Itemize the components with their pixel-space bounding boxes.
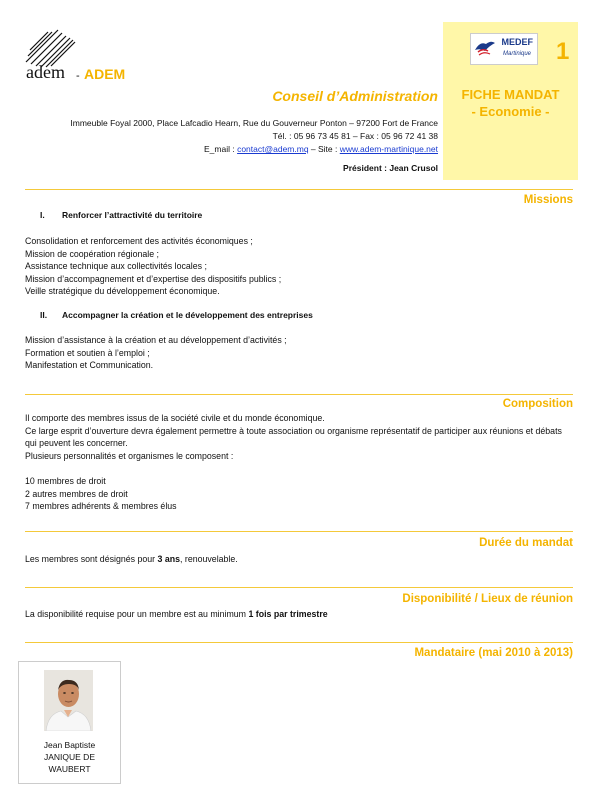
mandataire-name-line: WAUBERT <box>48 764 91 774</box>
person-portrait-icon <box>44 670 93 731</box>
missions-part1-title <box>40 210 202 220</box>
website-link[interactable]: www.adem-martinique.net <box>339 144 438 154</box>
disponibilite-heading: Disponibilité / Lieux de réunion <box>402 593 573 605</box>
duree-heading: Durée du mandat <box>479 537 573 549</box>
mandataire-card <box>18 661 121 784</box>
section-divider <box>25 642 573 643</box>
list-item: Mission de coopération régionale ; <box>25 248 159 259</box>
mandataire-name-line: Jean Baptiste <box>43 740 96 750</box>
paragraph: Ce large esprit d’ouverture devra également permettre à toute association ou organisme représentatif de participer aux réunions et débats qui peuvent les concerner. <box>25 425 562 448</box>
logo-text: adem <box>26 62 65 82</box>
composition-text <box>25 412 575 462</box>
duree-value: 3 ans <box>157 554 181 564</box>
medef-bird-icon <box>474 38 496 58</box>
composition-members <box>25 475 177 513</box>
council-title: Conseil d’Administration <box>272 88 438 104</box>
phone-fax: Tél. : 05 96 73 45 81 – Fax : 05 96 72 41 38 <box>272 131 438 141</box>
section-divider <box>25 394 573 395</box>
contact-line <box>204 144 438 154</box>
mandataire-heading: Mandataire (mai 2010 à 2013) <box>414 647 573 659</box>
missions-part2-list <box>25 334 287 372</box>
org-name: ADEM <box>84 66 126 82</box>
fiche-title: FICHE MANDAT <box>461 87 560 102</box>
composition-heading: Composition <box>502 398 573 410</box>
list-item: Manifestation et Communication. <box>25 360 154 370</box>
paragraph: Plusieurs personnalités et organismes le composent : <box>25 450 234 461</box>
disponibilite-value: 1 fois par trimestre <box>248 609 328 619</box>
section-divider <box>25 587 573 588</box>
section-divider <box>25 189 573 190</box>
site-label: – Site : <box>308 144 340 154</box>
list-item: Formation et soutien à l’emploi ; <box>25 347 150 358</box>
duree-pre: Les membres sont désignés pour <box>25 554 158 564</box>
list-item: Assistance technique aux collectivités locales ; <box>25 261 207 271</box>
fiche-number: 1 <box>556 38 570 65</box>
medef-text: MEDEF <box>501 37 533 47</box>
list-item: Veille stratégique du développement économique. <box>25 286 220 296</box>
fiche-subtitle: - Economie - <box>471 104 550 119</box>
address: Immeuble Foyal 2000, Place Lafcadio Hearn, Rue du Gouverneur Ponton – 97200 Fort de France <box>70 118 438 128</box>
president: Président : Jean Crusol <box>343 163 438 173</box>
missions-part1-list <box>25 235 281 298</box>
part1-label: Renforcer l’attractivité du territoire <box>62 210 203 220</box>
paragraph: Il comporte des membres issus de la société civile et du monde économique. <box>25 413 325 423</box>
part2-number: II. <box>40 310 48 320</box>
list-item: Mission d’assistance à la création et au développement d’activités ; <box>25 335 287 345</box>
list-item: 10 membres de droit <box>25 476 106 486</box>
missions-part2-title <box>40 310 313 320</box>
part1-number: I. <box>40 210 45 220</box>
mandataire-name-line: JANIQUE DE <box>43 752 95 762</box>
part2-label: Accompagner la création et le développement des entreprises <box>62 310 313 320</box>
section-divider <box>25 531 573 532</box>
medef-subtext: Martinique <box>502 51 531 57</box>
duree-post: , renouvelable. <box>180 554 238 564</box>
list-item: 2 autres membres de droit <box>25 488 128 499</box>
missions-heading: Missions <box>523 194 573 206</box>
list-item: Mission d’accompagnement et d’expertise des dispositifs publics ; <box>25 273 282 284</box>
email-label: E_mail : <box>204 144 238 154</box>
medef-logo <box>470 33 538 65</box>
disponibilite-text <box>25 608 328 621</box>
mandataire-photo <box>44 670 93 731</box>
logo-dash: - <box>76 70 80 82</box>
list-item: 7 membres adhérents & membres élus <box>25 501 177 511</box>
disponibilite-pre: La disponibilité requise pour un membre est au minimum <box>25 609 249 619</box>
duree-text <box>25 553 238 566</box>
list-item: Consolidation et renforcement des activités économiques ; <box>25 236 253 246</box>
email-link[interactable]: contact@adem.mq <box>237 144 309 154</box>
